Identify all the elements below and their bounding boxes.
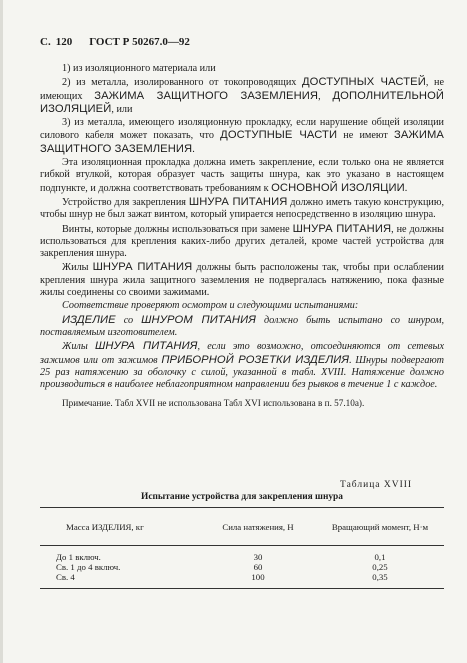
table-number: Таблица XVIII	[340, 480, 413, 490]
text-run: Эта изоляционная прокладка должна иметь закрепление, если только она не является гибкой втулкой, которая образует часть защиты шнура, как это указано в настоящем подпункте, и должна соответствовать требованиям к	[40, 157, 444, 194]
paragraph	[40, 76, 444, 116]
table-header-row	[40, 508, 444, 546]
defined-term: ИЗДЕЛИЕ	[62, 313, 116, 326]
text-run: ,	[318, 90, 333, 102]
table-cell: Св. 4	[40, 572, 200, 589]
text-run: Винты, которые должны использоваться при замене	[62, 223, 293, 235]
text-run: Жилы	[62, 262, 93, 274]
table-row	[40, 546, 444, 563]
text-run: , не имеющих	[40, 77, 444, 102]
defined-term: ДОПОЛНИТЕЛЬНОЙ ИЗОЛЯЦИЕЙ	[40, 89, 445, 115]
test-instruction-text: Жилы	[62, 341, 96, 353]
text-run: , не должны использоваться для крепления каких-либо других деталей, кроме частей устройства для закрепления шнура.	[40, 223, 445, 260]
defined-term: ОСНОВНОЙ ИЗОЛЯЦИИ	[271, 181, 405, 194]
table-title: Испытание устройства для закрепления шнура	[141, 492, 343, 502]
defined-term: ШНУРОМ ПИТАНИЯ	[141, 313, 256, 326]
table-cell: Св. 1 до 4 включ.	[56, 562, 121, 572]
text-run: должно иметь такую конструкцию, чтобы шнур не был зажат винтом, который упирается непосредственно в изоляцию шнура.	[40, 196, 445, 221]
column-header: Вращающий момент, Н·м	[316, 508, 444, 546]
column-header: Сила натяжения, Н	[200, 508, 316, 546]
test-instruction-text: Соответствие проверяют осмотром и следующими испытаниями:	[62, 300, 359, 312]
defined-term: ДОСТУПНЫХ ЧАСТЕЙ	[301, 76, 426, 89]
text-run: Устройство для закрепления	[62, 196, 189, 208]
defined-term: ПРИБОРНОЙ РОЗЕТКИ ИЗДЕЛИЯ	[161, 353, 350, 366]
table-cell: 0,1	[374, 552, 386, 562]
defined-term: ШНУРА ПИТАНИЯ	[292, 222, 392, 235]
table-row	[40, 572, 444, 589]
table-cell: 30	[253, 552, 263, 562]
table-cell: 0,25	[372, 562, 388, 572]
table-cell: 100	[200, 572, 316, 589]
defined-term: ЗАЖИМА ЗАЩИТНОГО ЗАЗЕМЛЕНИЯ	[94, 89, 319, 102]
text-run: .	[404, 182, 408, 194]
test-instruction-text: должно быть испытано со шнуром, поставляемым изготовителем.	[40, 314, 444, 338]
paragraph	[40, 117, 444, 156]
table-cell: До 1 включ.	[56, 552, 101, 562]
standard-code: ГОСТ Р 50267.0—92	[89, 36, 190, 48]
text-run: .	[192, 143, 195, 155]
defined-term: ДОСТУПНЫЕ ЧАСТИ	[220, 129, 338, 142]
defined-term: ШНУРА ПИТАНИЯ	[95, 340, 198, 353]
paragraph	[40, 261, 444, 299]
table-row	[40, 562, 444, 572]
test-instruction-text: , если это возможно, отсоединяются от сетевых зажимов или от зажимов	[40, 341, 444, 366]
paragraph	[40, 314, 444, 340]
text-run: не имеют	[337, 130, 395, 142]
text-run: должны быть расположены так, чтобы при ослаблении крепления шнура жила защитного заземления не подвергалась натяжению, пока фазные жилы соединены со своими зажимами.	[40, 262, 445, 299]
page-edge	[0, 0, 3, 663]
data-table	[40, 507, 444, 589]
document-body	[40, 63, 444, 410]
note: Примечание. Табл XVII не использована Табл XVI использована в п. 57.10а).	[62, 398, 365, 409]
defined-term: ЗАЖИМА ЗАЩИТНОГО ЗАЗЕМЛЕНИЯ	[40, 129, 444, 155]
paragraph	[40, 340, 444, 391]
test-instruction-text: со	[115, 314, 142, 326]
table-cell: 0,35	[316, 572, 444, 589]
test-instruction-text: . Шнуры подвергают 25 раз натяжению за оболочку с силой, указанной в табл. XVIII. Натяжение должно производиться в наиболее неблагоприятном направлении без рывков в течение 1 с каждое.	[40, 354, 444, 391]
page-prefix: С.	[40, 36, 51, 48]
paragraph	[40, 196, 444, 222]
text-run: , или	[111, 103, 133, 115]
page-number: 120	[55, 36, 73, 48]
paragraph	[40, 300, 444, 312]
page-header	[40, 36, 190, 48]
paragraph	[40, 223, 444, 261]
table-cell: 60	[253, 562, 263, 572]
text-run: 3) из металла, имеющего изоляционную прокладку, если нарушение общей изоляции силового кабеля может показать, что	[40, 117, 444, 142]
text-run: 1) из изоляционного материала или	[62, 63, 216, 74]
defined-term: ШНУРА ПИТАНИЯ	[92, 261, 193, 274]
paragraph	[40, 63, 444, 75]
defined-term: ШНУРА ПИТАНИЯ	[188, 195, 288, 208]
text-run: 2) из металла, изолированного от токопроводящих	[62, 77, 302, 89]
paragraph	[40, 157, 444, 195]
column-header: Масса ИЗДЕЛИЯ, кг	[40, 508, 200, 546]
